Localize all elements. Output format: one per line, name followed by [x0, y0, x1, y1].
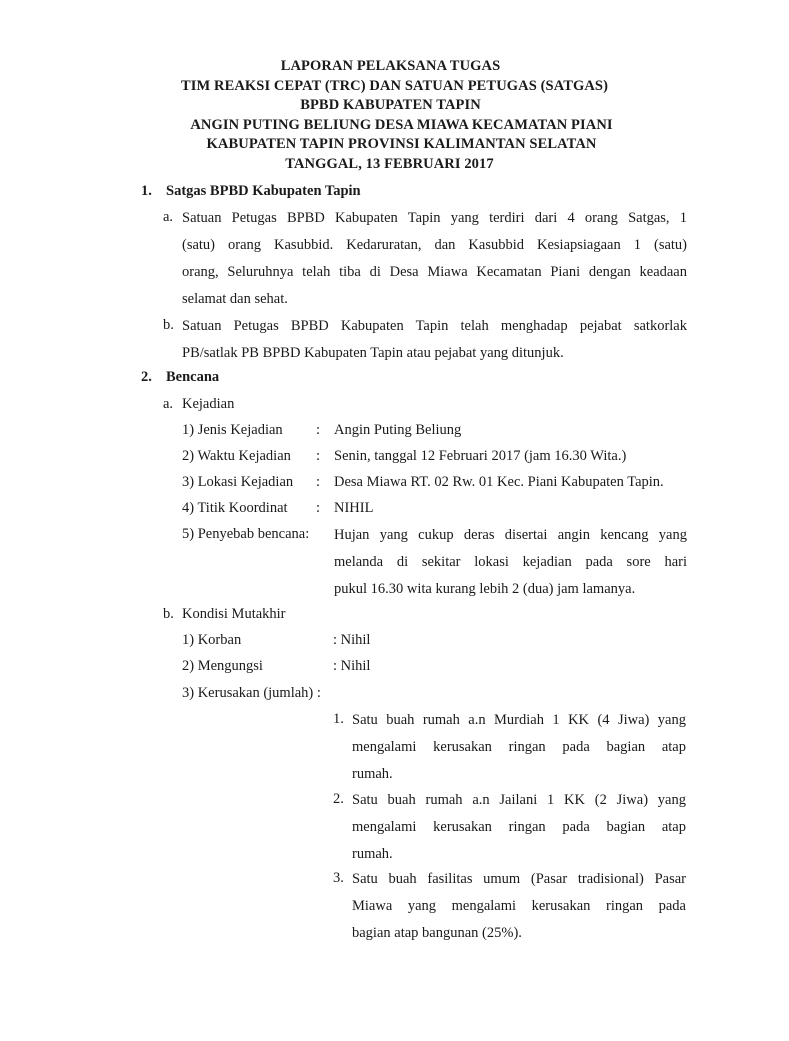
damage-1-line-2: mengalami kerusakan ringan pada bagian atap: [352, 739, 686, 755]
kejadian-row-4-label: 4) Titik Koordinat: [182, 500, 288, 516]
damage-2-line-2: mengalami kerusakan ringan pada bagian atap: [352, 819, 686, 835]
header-line-3: BPBD KABUPATEN TAPIN: [300, 97, 481, 113]
header-line-2: TIM REAKSI CEPAT (TRC) DAN SATUAN PETUGAS (SATGAS): [180, 77, 609, 94]
kejadian-row-2-label: 2) Waktu Kejadian: [182, 448, 291, 464]
report-header: [0, 57, 789, 174]
item-b-paragraph: [182, 313, 687, 367]
damage-3-number: 3.: [333, 870, 344, 886]
kondisi-row-2-label: 2) Mengungsi: [182, 658, 263, 674]
damage-2-number: 2.: [333, 791, 344, 807]
kondisi-title: Kondisi Mutakhir: [182, 606, 286, 622]
kejadian-row-1-label: 1) Jenis Kejadian: [182, 422, 283, 438]
item-b-line-1: Satuan Petugas BPBD Kabupaten Tapin telah menghadap pejabat satkorlak: [182, 318, 687, 334]
kejadian-row-3-colon: :: [316, 474, 321, 490]
item-a-marker: a.: [163, 209, 174, 225]
damage-2-line-1: Satu buah rumah a.n Jailani 1 KK (2 Jiwa) yang: [352, 792, 686, 808]
penyebab-line-3: pukul 16.30 wita kurang lebih 2 (dua) jam lamanya.: [334, 581, 636, 597]
penyebab-line-2: melanda di sekitar lokasi kejadian pada sore hari: [334, 554, 687, 570]
damage-3-text: [352, 866, 686, 947]
kejadian-row-4-value: NIHIL: [334, 500, 374, 516]
kejadian-row-4-colon: :: [316, 500, 321, 516]
header-line-6: TANGGAL, 13 FEBRUARI 2017: [285, 155, 494, 172]
section-2-title: Bencana: [166, 369, 220, 385]
kondisi-row-1-label: 1) Korban: [182, 632, 242, 648]
kejadian-row-2-value: Senin, tanggal 12 Februari 2017 (jam 16.30 Wita.): [334, 448, 627, 464]
kejadian-marker: a.: [163, 396, 174, 412]
damage-1-text: [352, 707, 686, 788]
kejadian-row-2-colon: :: [316, 448, 321, 464]
damage-1-line-1: Satu buah rumah a.n Murdiah 1 KK (4 Jiwa) yang: [352, 712, 686, 728]
damage-1-number: 1.: [333, 711, 344, 727]
kejadian-row-3-label: 3) Lokasi Kejadian: [182, 474, 294, 490]
section-2-number: 2.: [141, 369, 152, 385]
item-a-line-1: Satuan Petugas BPBD Kabupaten Tapin yang terdiri dari 4 orang Satgas, 1: [182, 210, 687, 226]
kondisi-row-1-value: : Nihil: [333, 632, 371, 648]
item-a-line-2: (satu) orang Kasubbid. Kedaruratan, dan Kasubbid Kesiapsiagaan 1 (satu): [182, 237, 687, 253]
damage-3-line-3: bagian atap bangunan (25%).: [352, 925, 522, 941]
penyebab-label: 5) Penyebab bencana:: [182, 526, 310, 542]
damage-3-line-2: Miawa yang mengalami kerusakan ringan pada: [352, 898, 686, 914]
kondisi-row-3-label: 3) Kerusakan (jumlah) :: [182, 685, 321, 701]
header-line-1: LAPORAN PELAKSANA TUGAS: [280, 58, 501, 74]
item-a-line-4: selamat dan sehat.: [182, 291, 288, 307]
penyebab-paragraph: [334, 522, 687, 603]
damage-2-text: [352, 787, 686, 868]
kejadian-row-3-value: Desa Miawa RT. 02 Rw. 01 Kec. Piani Kabupaten Tapin.: [334, 474, 664, 490]
penyebab-line-1: Hujan yang cukup deras disertai angin kencang yang: [334, 527, 687, 543]
kejadian-row-1-colon: :: [316, 422, 321, 438]
damage-3-line-1: Satu buah fasilitas umum (Pasar tradisional) Pasar: [352, 871, 686, 887]
kejadian-row-1-value: Angin Puting Beliung: [334, 422, 462, 438]
item-b-line-2: PB/satlak PB BPBD Kabupaten Tapin atau pejabat yang ditunjuk.: [182, 345, 564, 361]
section-1-number: 1.: [141, 183, 152, 199]
kejadian-title: Kejadian: [182, 396, 235, 412]
kondisi-marker: b.: [163, 606, 174, 622]
item-a-paragraph: [182, 205, 687, 313]
section-1-title: Satgas BPBD Kabupaten Tapin: [166, 183, 361, 199]
damage-2-line-3: rumah.: [352, 846, 393, 862]
kondisi-row-2-value: : Nihil: [333, 658, 371, 674]
damage-1-line-3: rumah.: [352, 766, 393, 782]
header-line-5: KABUPATEN TAPIN PROVINSI KALIMANTAN SELATAN: [206, 136, 597, 152]
item-a-line-3: orang, Seluruhnya telah tiba di Desa Miawa Kecamatan Piani dengan keadaan: [182, 264, 687, 280]
item-b-marker: b.: [163, 317, 174, 333]
header-line-4: ANGIN PUTING BELIUNG DESA MIAWA KECAMATAN PIANI: [190, 116, 613, 133]
